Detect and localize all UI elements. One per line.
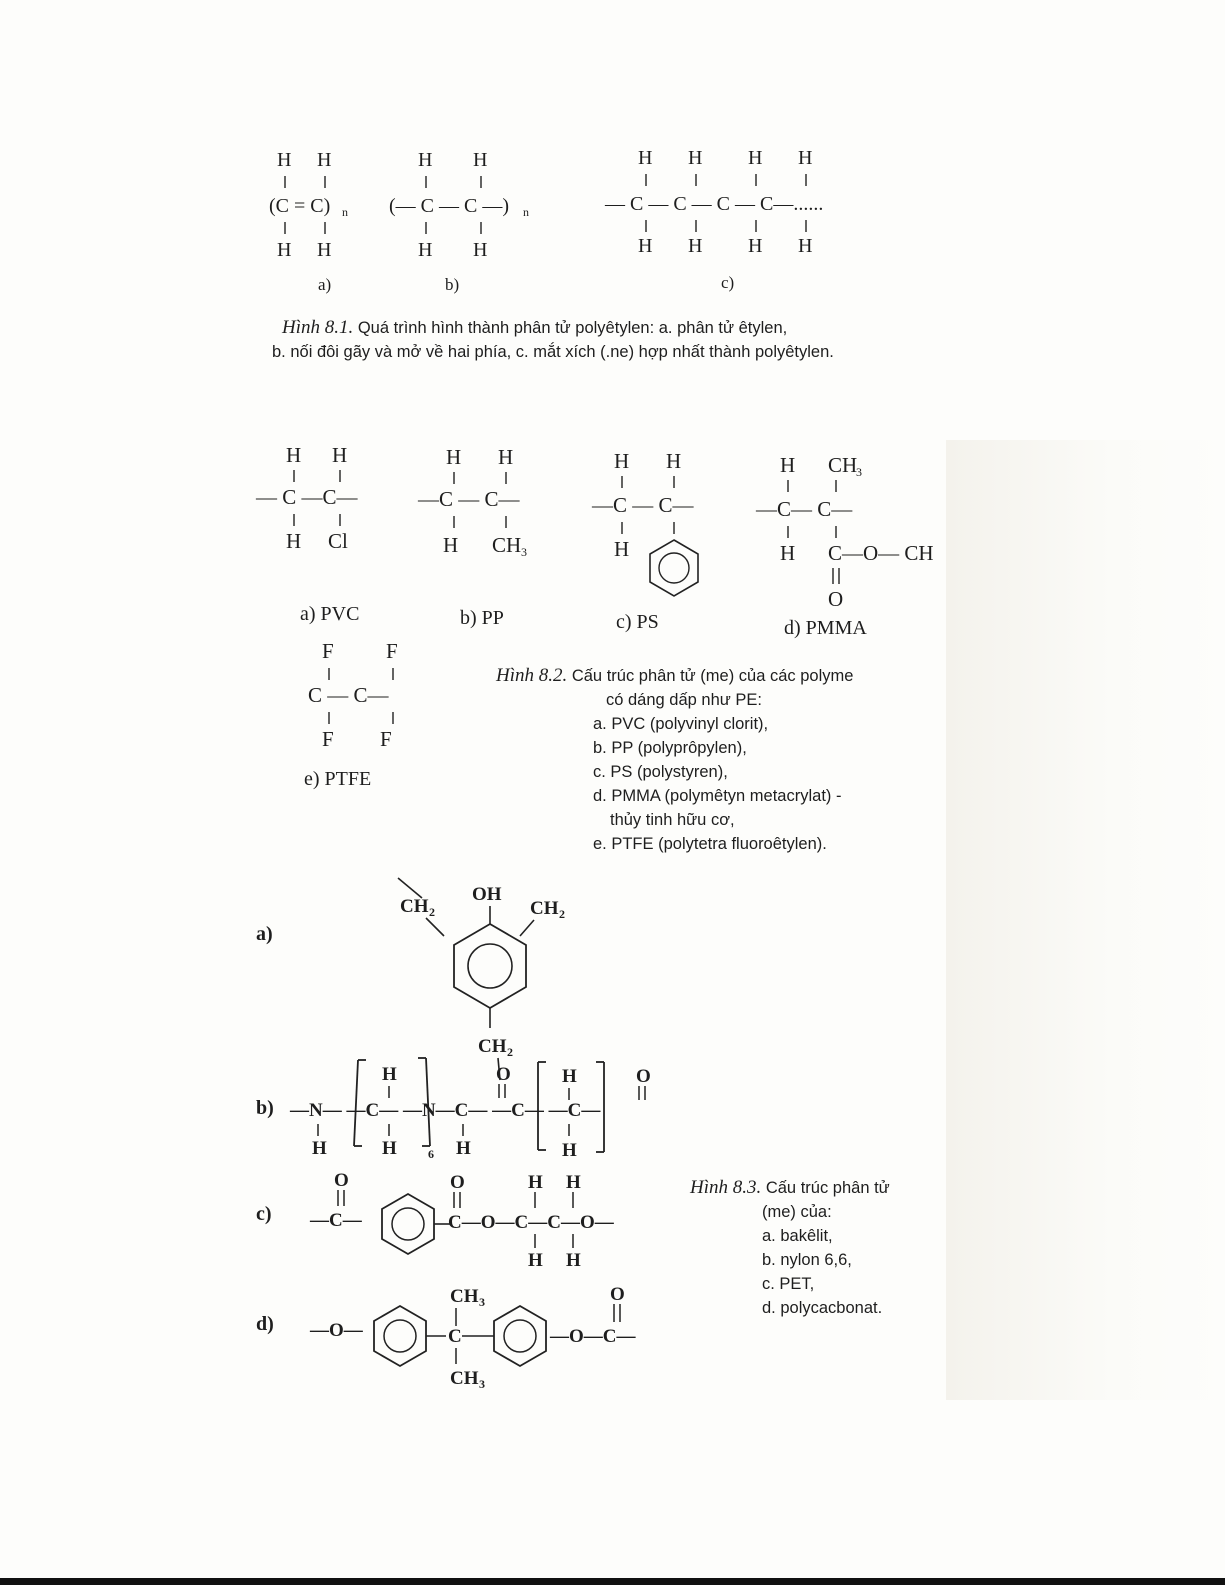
svg-text:H: H	[614, 537, 630, 561]
svg-text:H: H	[780, 453, 796, 477]
fig83-label-d: d)	[256, 1313, 274, 1335]
svg-text:H: H	[317, 149, 332, 171]
figure-8-3-caption	[690, 1176, 940, 1320]
fig82-caption-line-6: thủy tinh hữu cơ,	[610, 811, 735, 829]
fig82-label-a: a) PVC	[300, 603, 360, 625]
svg-text:— C — C — C — C—......: — C — C — C — C—......	[605, 193, 824, 215]
svg-text:C—O—C—C—O—: C—O—C—C—O—	[448, 1212, 614, 1233]
svg-text:O: O	[828, 587, 844, 611]
fig83-label-c: c)	[256, 1203, 272, 1225]
svg-text:—C — C—: —C — C—	[418, 487, 520, 511]
svg-text:H: H	[473, 149, 488, 171]
fig83-label-a: a)	[256, 923, 273, 945]
svg-text:H: H	[638, 147, 653, 169]
svg-text:3: 3	[479, 1295, 485, 1309]
svg-text:F: F	[322, 727, 334, 751]
svg-text:3: 3	[521, 545, 527, 559]
fig83-caption-line-0: Cấu trúc phân tử	[765, 1179, 890, 1197]
fig82-caption-line-1: có dáng dấp như PE:	[606, 691, 762, 709]
fig82-label-e: e) PTFE	[304, 768, 372, 790]
fig83-caption-line-4: c. PET,	[762, 1275, 815, 1293]
fig82-label-c: c) PS	[616, 611, 659, 633]
fig83-caption-lead: Hình 8.3.	[690, 1177, 762, 1198]
svg-text:H: H	[566, 1250, 581, 1271]
fig81-label-b: b)	[445, 275, 460, 294]
svg-text:H: H	[418, 149, 433, 171]
fig81-caption-line2: b. nối đôi gãy và mở về hai phía, c. mắt xích (.ne) hợp nhất thành polyêtylen.	[272, 343, 834, 361]
svg-text:H: H	[688, 235, 703, 257]
svg-text:O: O	[636, 1066, 651, 1087]
svg-text:6: 6	[428, 1147, 434, 1161]
fig82-caption-line-3: b. PP (polyprôpylen),	[593, 739, 747, 757]
svg-text:— C —C—: — C —C—	[256, 485, 358, 509]
svg-text:—N— —C— —N—C— —C— —C—: —N— —C— —N—C— —C— —C—	[290, 1100, 601, 1121]
svg-text:CH: CH	[450, 1286, 479, 1307]
svg-text:H: H	[286, 529, 302, 553]
svg-text:O: O	[450, 1172, 465, 1193]
fig83-label-b: b)	[256, 1097, 274, 1119]
fig82-caption-line-0: Cấu trúc phân tử (me) của các polyme	[571, 667, 854, 685]
svg-text:H: H	[277, 149, 292, 171]
svg-text:H: H	[498, 445, 514, 469]
svg-text:F: F	[380, 727, 392, 751]
svg-text:H: H	[798, 147, 813, 169]
svg-text:C—O— CH: C—O— CH	[828, 541, 934, 565]
bottom-border	[0, 1578, 1225, 1585]
svg-text:O: O	[496, 1064, 511, 1085]
fig83-caption-line-3: b. nylon 6,6,	[762, 1251, 852, 1269]
figure-8-1-structures	[255, 140, 895, 300]
svg-text:2: 2	[559, 907, 565, 921]
svg-text:—C— C—: —C— C—	[756, 497, 853, 521]
svg-text:H: H	[688, 147, 703, 169]
svg-text:CH: CH	[828, 453, 858, 477]
svg-text:H: H	[473, 239, 488, 261]
svg-text:H: H	[332, 443, 348, 467]
svg-text:3: 3	[479, 1377, 485, 1390]
svg-text:—C — C—: —C — C—	[592, 493, 694, 517]
svg-text:H: H	[748, 235, 763, 257]
svg-text:CH: CH	[492, 533, 522, 557]
fig83-caption-line-2: a. bakêlit,	[762, 1227, 833, 1245]
svg-text:H: H	[748, 147, 763, 169]
fig82-caption-line-5: d. PMMA (polymêtyn metacrylat) -	[593, 787, 842, 805]
figure-8-2-caption	[496, 664, 936, 856]
svg-text:—O—: —O—	[310, 1320, 363, 1341]
svg-text:H: H	[638, 235, 653, 257]
svg-text:H: H	[666, 449, 682, 473]
fig83-caption-line-5: d. polycacbonat.	[762, 1299, 883, 1317]
svg-text:H: H	[418, 239, 433, 261]
svg-text:n: n	[342, 205, 348, 219]
svg-text:H: H	[443, 533, 459, 557]
svg-text:—O—C—: —O—C—	[550, 1326, 636, 1347]
svg-text:H: H	[277, 239, 292, 261]
svg-text:Cl: Cl	[328, 529, 348, 553]
page-edge-shadow	[946, 440, 1225, 1400]
fig82-label-b: b) PP	[460, 607, 504, 629]
figure-8-1-caption	[272, 316, 972, 364]
svg-text:CH: CH	[478, 1036, 507, 1057]
svg-text:3: 3	[856, 465, 862, 479]
fig81-label-a: a)	[318, 275, 332, 294]
svg-text:OH: OH	[472, 884, 502, 905]
fig82-caption-line-2: a. PVC (polyvinyl clorit),	[593, 715, 769, 733]
svg-text:H: H	[382, 1064, 397, 1085]
svg-text:C: C	[448, 1326, 462, 1347]
svg-text:(C = C): (C = C)	[269, 195, 331, 217]
svg-text:CH: CH	[450, 1368, 479, 1389]
svg-text:H: H	[528, 1250, 543, 1271]
fig81-label-c: c)	[721, 273, 735, 292]
svg-text:O: O	[334, 1170, 349, 1191]
svg-text:H: H	[798, 235, 813, 257]
svg-text:H: H	[456, 1138, 471, 1159]
svg-text:H: H	[562, 1066, 577, 1087]
svg-text:H: H	[286, 443, 302, 467]
fig82-caption-line-4: c. PS (polystyren),	[593, 763, 728, 781]
fig81-caption-line1: Quá trình hình thành phân tử polyêtylen: a. phân tử êtylen,	[357, 319, 788, 337]
svg-text:CH: CH	[530, 898, 559, 919]
svg-text:H: H	[382, 1138, 397, 1159]
svg-text:H: H	[528, 1172, 543, 1193]
svg-text:(— C — C —): (— C — C —)	[389, 195, 509, 217]
svg-text:F: F	[386, 639, 398, 663]
figure-8-3-structures	[250, 870, 750, 1390]
svg-text:H: H	[317, 239, 332, 261]
fig82-caption-line-7: e. PTFE (polytetra fluoroêtylen).	[593, 835, 827, 853]
svg-text:H: H	[562, 1140, 577, 1161]
svg-text:—C—: —C—	[310, 1210, 362, 1231]
svg-text:C — C—: C — C—	[308, 683, 389, 707]
svg-text:2: 2	[429, 905, 435, 919]
svg-text:2: 2	[507, 1045, 513, 1059]
svg-text:H: H	[446, 445, 462, 469]
svg-text:H: H	[312, 1138, 327, 1159]
svg-text:F: F	[322, 639, 334, 663]
svg-text:n: n	[523, 205, 529, 219]
svg-text:CH: CH	[400, 896, 429, 917]
fig82-label-d: d) PMMA	[784, 617, 867, 639]
svg-text:H: H	[614, 449, 630, 473]
fig82-caption-lead: Hình 8.2.	[496, 665, 568, 686]
fig83-caption-line-1: (me) của:	[762, 1203, 832, 1221]
fig81-caption-lead: Hình 8.1.	[282, 317, 354, 338]
svg-text:H: H	[566, 1172, 581, 1193]
svg-text:O: O	[610, 1284, 625, 1305]
svg-text:H: H	[780, 541, 796, 565]
